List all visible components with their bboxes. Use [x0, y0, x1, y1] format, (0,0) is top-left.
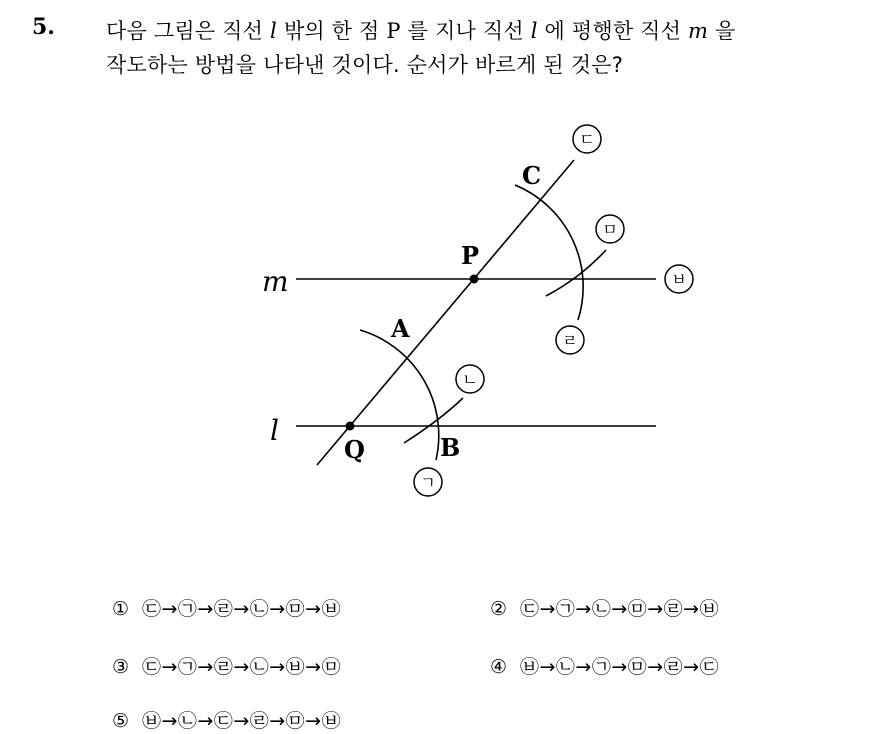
- step-mark-nieun-text: ㄴ: [462, 370, 478, 389]
- option-number: ⑤: [112, 710, 130, 732]
- arc-centered-q: [360, 330, 439, 460]
- line-l-variable: l: [530, 19, 538, 43]
- question-line-2: 작도하는 방법을 나타낸 것이다. 순서가 바르게 된 것은?: [106, 53, 624, 77]
- label-c: C: [522, 161, 542, 190]
- label-a: A: [391, 314, 410, 343]
- step-mark-digeut: [573, 125, 601, 153]
- answer-option-5[interactable]: [112, 706, 341, 733]
- option-number: ①: [112, 598, 130, 620]
- option-sequence: ㉢→㉠→㉣→㉡→㉤→㉥: [142, 598, 342, 620]
- step-mark-mieum: [596, 215, 624, 243]
- label-p: P: [461, 241, 480, 270]
- option-sequence: ㉥→㉡→㉠→㉤→㉣→㉢: [520, 656, 720, 678]
- arc-centered-p: [515, 185, 583, 320]
- option-number: ④: [490, 656, 508, 678]
- step-mark-rieul: [556, 326, 584, 354]
- answer-option-3[interactable]: [112, 652, 341, 679]
- step-mark-bieup-text: ㅂ: [671, 270, 687, 289]
- step-mark-nieun: [456, 365, 484, 393]
- label-b: B: [440, 433, 461, 462]
- option-sequence: ㉥→㉡→㉢→㉣→㉤→㉥: [142, 710, 342, 732]
- point-q: [346, 422, 355, 431]
- answer-option-1[interactable]: [112, 594, 341, 621]
- line-l-variable: l: [270, 19, 277, 43]
- label-m: m: [262, 265, 289, 298]
- option-number: ③: [112, 656, 130, 678]
- option-sequence: ㉢→㉠→㉡→㉤→㉣→㉥: [520, 598, 720, 620]
- label-l: l: [270, 414, 279, 447]
- step-mark-giyeok-text: ㄱ: [420, 473, 436, 492]
- transversal-line: [317, 160, 574, 465]
- line-m-variable: m: [688, 19, 709, 43]
- point-p: [470, 275, 479, 284]
- option-sequence: ㉢→㉠→㉣→㉡→㉥→㉤: [142, 656, 342, 678]
- question-text-part: 다음 그림은 직선: [106, 19, 271, 43]
- step-mark-digeut-text: ㄷ: [579, 130, 595, 149]
- question-text-part: 에 평행한 직선: [537, 19, 689, 43]
- label-q: Q: [344, 435, 365, 464]
- answer-option-4[interactable]: [490, 652, 719, 679]
- step-mark-mieum-text: ㅁ: [602, 220, 618, 239]
- step-mark-rieul-text: ㄹ: [562, 331, 578, 350]
- arc-step-mieum: [546, 250, 606, 296]
- step-mark-giyeok: [414, 468, 442, 496]
- option-number: ②: [490, 598, 508, 620]
- answer-option-2[interactable]: [490, 594, 719, 621]
- step-mark-bieup: [665, 265, 693, 293]
- point-p-reference: P: [386, 19, 401, 43]
- question-number: 5.: [32, 14, 55, 40]
- question-text-part: 를 지나 직선: [400, 19, 531, 43]
- question-text-part: 밖의 한 점: [276, 19, 387, 43]
- question-text-part: 을: [708, 19, 736, 43]
